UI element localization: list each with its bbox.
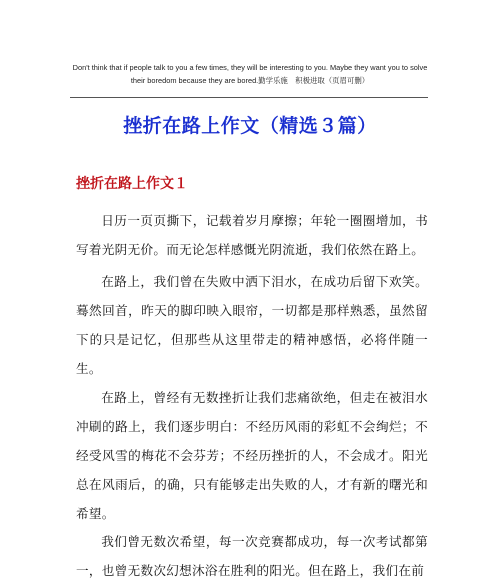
header-divider [70,97,428,98]
header-note: Don't think that if people talk to you a few times, they will be interesting to you. Maybe they want you to solve their boredom because they are bored.勤学乐施 积极进取（页眉可删） [72,63,428,85]
paragraph: 日历一页页撕下，记载着岁月摩擦；年轮一圈圈增加，书写着光阴无价。而无论怎样感慨光阴流逝，我们依然在路上。 [76,213,428,257]
section-heading: 挫折在路上作文１ [76,176,188,192]
document-title: 挫折在路上作文（精选３篇） [123,115,377,137]
paragraph: 我们曾无数次希望，每一次竞赛都成功，每一次考试都第一，也曾无数次幻想沐浴在胜利的阳光。但在路上，我们在前 [76,534,428,578]
paragraph: 在路上，曾经有无数挫折让我们悲痛欲绝，但走在被泪水冲刷的路上，我们逐步明白：不经历风雨的彩虹不会绚烂；不经受风雪的梅花不会芬芳；不经历挫折的人，不会成才。阳光总在风雨后，的确，只有能够走出失败的人，才有新的曙光和希望。 [76,390,428,521]
paragraph: 在路上，我们曾在失败中洒下泪水，在成功后留下欢笑。蓦然回首，昨天的脚印映入眼帘，一切都是那样熟悉，虽然留下的只是记忆，但那些从这里带走的精神感悟，必将伴随一生。 [76,274,428,376]
